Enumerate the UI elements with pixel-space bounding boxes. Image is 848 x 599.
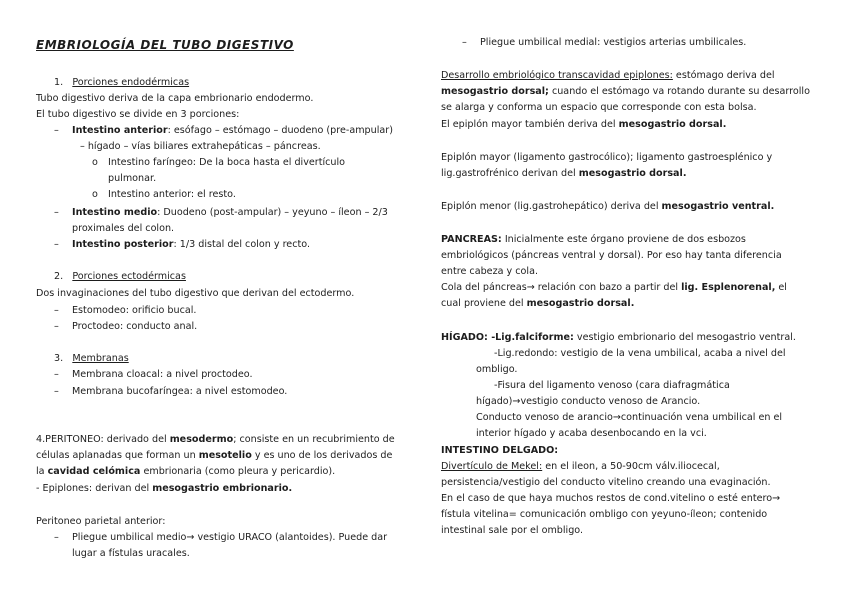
pancreas-line-5: cual proviene del mesogastrio dorsal. — [441, 298, 635, 309]
sub-item-faringeo: Intestino faríngeo: De la boca hasta el divertículo — [108, 157, 346, 168]
circle-bullet: o — [92, 157, 98, 168]
dash-bullet: – — [54, 305, 59, 316]
peritoneo-line-4: - Epiplones: derivan del mesogastrio embrionario. — [36, 483, 293, 494]
mekel-line-2: persistencia/vestigio del conducto vitelino creando una evaginación. — [441, 477, 771, 488]
dash-bullet: – — [54, 369, 59, 380]
list-item: Membrana cloacal: a nivel proctodeo. — [72, 369, 253, 380]
desarrollo-line-2: mesogastrio dorsal; cuando el estómago va rotando durante su desarrollo — [441, 86, 810, 97]
page-title: EMBRIOLOGÍA DEL TUBO DIGESTIVO — [36, 38, 294, 52]
mekel-line-5: intestinal sale por el ombligo. — [441, 525, 584, 536]
list-item: Estomodeo: orificio bucal. — [72, 305, 197, 316]
paragraph-line: El tubo digestivo se divide en 3 porciones: — [36, 109, 240, 120]
paragraph-line: Tubo digestivo deriva de la capa embrionario endodermo. — [36, 93, 314, 104]
pancreas-line-3: entre cabeza y cola. — [441, 266, 539, 277]
dash-bullet: – — [54, 532, 59, 543]
section-2-heading: 2. Porciones ectodérmicas — [54, 271, 186, 282]
list-item-continuation: lugar a fístulas uracales. — [72, 548, 190, 559]
higado-line-6: Conducto venoso de arancio→continuación vena umbilical en el — [476, 412, 783, 423]
pancreas-line-4: Cola del páncreas→ relación con bazo a partir del lig. Esplenorenal, el — [441, 282, 787, 293]
circle-bullet: o — [92, 189, 98, 200]
peritoneo-line-3: la cavidad celómica embrionaria (como pleura y pericardio). — [36, 466, 336, 477]
dash-bullet: – — [462, 37, 467, 48]
intestino-delgado-heading: INTESTINO DELGADO: — [441, 445, 559, 456]
peritoneo-parietal-heading: Peritoneo parietal anterior: — [36, 516, 166, 527]
dash-bullet: – — [54, 321, 59, 332]
higado-line-2: -Lig.redondo: vestigio de la vena umbilical, acaba a nivel del — [494, 348, 786, 359]
section-1-heading: 1. Porciones endodérmicas — [54, 77, 190, 88]
list-item-intestino-anterior: Intestino anterior: esófago – estómago – duodeno (pre-ampular) — [72, 125, 393, 136]
epiplon-mayor-line-2: lig.gastrofrénico derivan del mesogastrio dorsal. — [441, 168, 687, 179]
higado-line-3: ombligo. — [476, 364, 518, 375]
list-item: Proctodeo: conducto anal. — [72, 321, 198, 332]
list-item-continuation: proximales del colon. — [72, 223, 175, 234]
pancreas-line-2: embriológicos (páncreas ventral y dorsal). Por eso hay tanta diferencia — [441, 250, 782, 261]
list-item: Pliegue umbilical medial: vestigios arterias umbilicales. — [480, 37, 747, 48]
mekel-line-1: Divertículo de Mekel: en el ileon, a 50-90cm válv.iliocecal, — [441, 461, 720, 472]
mekel-line-3: En el caso de que haya muchos restos de cond.vitelino o esté entero→ — [441, 493, 781, 504]
higado-line-4: -Fisura del ligamento venoso (cara diafragmática — [494, 380, 730, 391]
epiplon-menor-line: Epiplón menor (lig.gastrohepático) deriva del mesogastrio ventral. — [441, 201, 775, 212]
higado-line-5: hígado)→vestigio conducto venoso de Arancio. — [476, 396, 701, 407]
dash-bullet: – — [54, 386, 59, 397]
mekel-line-4: fístula vitelina= comunicación ombligo con yeyuno-íleon; contenido — [441, 509, 768, 520]
list-item-continuation: – hígado – vías biliares extrahepáticas – páncreas. — [80, 141, 321, 152]
peritoneo-line-2: células aplanadas que forman un mesotelio y es uno de los derivados de — [36, 450, 393, 461]
higado-line-7: interior hígado y acaba desenbocando en la vci. — [476, 428, 707, 439]
desarrollo-line-1: Desarrollo embriológico transcavidad epiplones: estómago deriva del — [441, 70, 775, 81]
desarrollo-line-4: El epiplón mayor también deriva del mesogastrio dorsal. — [441, 119, 727, 130]
peritoneo-line-1: 4.PERITONEO: derivado del mesodermo; consiste en un recubrimiento de — [36, 434, 395, 445]
paragraph-line: Dos invaginaciones del tubo digestivo que derivan del ectodermo. — [36, 288, 355, 299]
pancreas-line-1: PANCREAS: Inicialmente este órgano proviene de dos esbozos — [441, 234, 746, 245]
section-3-heading: 3. Membranas — [54, 353, 129, 364]
sub-item-anterior: Intestino anterior: el resto. — [108, 189, 236, 200]
list-item-intestino-posterior: Intestino posterior: 1/3 distal del colon y recto. — [72, 239, 310, 250]
list-item-intestino-medio: Intestino medio: Duodeno (post-ampular) – yeyuno – íleon – 2/3 — [72, 207, 388, 218]
sub-item-continuation: pulmonar. — [108, 173, 157, 184]
list-item: Membrana bucofaríngea: a nivel estomodeo. — [72, 386, 288, 397]
list-item: Pliegue umbilical medio→ vestigio URACO (alantoides). Puede dar — [72, 532, 388, 543]
dash-bullet: – — [54, 239, 59, 250]
dash-bullet: – — [54, 125, 59, 136]
epiplon-mayor-line-1: Epiplón mayor (ligamento gastrocólico); ligamento gastroesplénico y — [441, 152, 773, 163]
desarrollo-line-3: se alarga y conforma un espacio que corresponde con esta bolsa. — [441, 102, 757, 113]
higado-line-1: HÍGADO: -Lig.falciforme: vestigio embrionario del mesogastrio ventral. — [441, 332, 796, 343]
dash-bullet: – — [54, 207, 59, 218]
